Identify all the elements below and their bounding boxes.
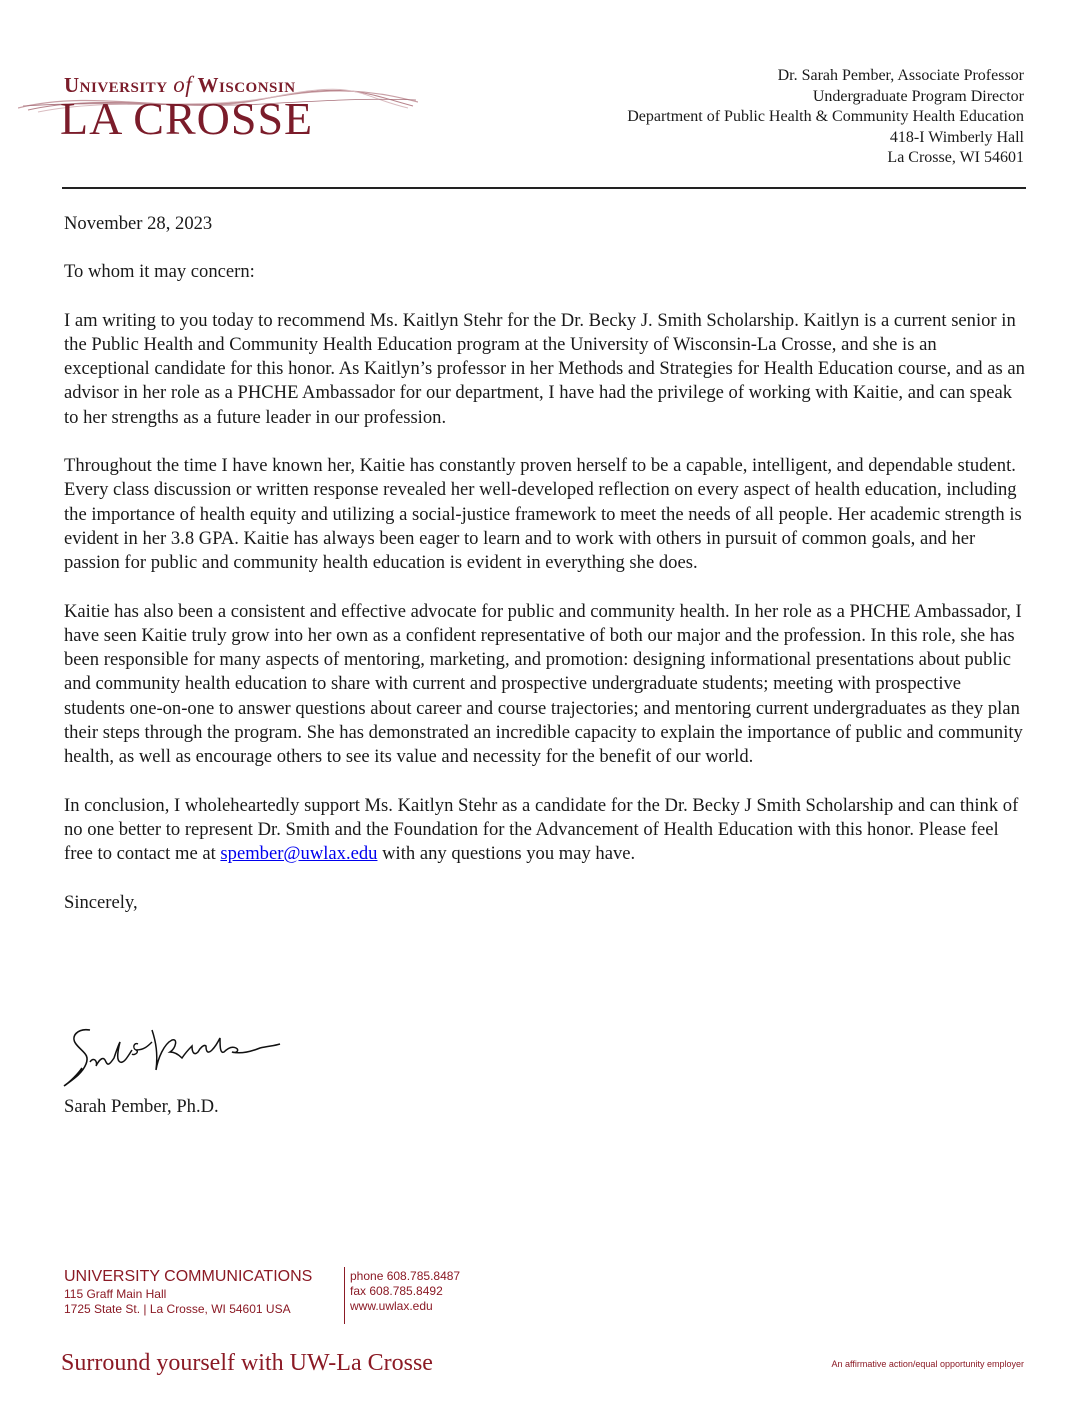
- letter-date: November 28, 2023: [64, 213, 213, 234]
- footer-phone: phone 608.785.8487: [350, 1269, 461, 1283]
- logo-word-wisconsin: Wisconsin: [197, 73, 296, 97]
- footer-divider: [344, 1267, 345, 1324]
- footer-fax: fax 608.785.8492: [350, 1284, 443, 1298]
- paragraph-4-text-end: with any questions you may have.: [377, 843, 636, 865]
- footer-address-block: [64, 1267, 342, 1317]
- letter-closing: Sincerely,: [64, 891, 138, 913]
- footer-address-line-1: 115 Graff Main Hall: [64, 1287, 167, 1301]
- letter-salutation: To whom it may concern:: [64, 261, 255, 283]
- sender-role: Undergraduate Program Director: [812, 87, 1024, 105]
- letter-paragraph-2: Throughout the time I have known her, Kaitie has constantly proven herself to be a capable, intelligent, and dependable student. Every class discussion or written response revealed her well-developed reflection on every aspect of health education, including the importance of health equity and utilizing a social-justice framework to meet the needs of all people. Her academic strength is evident in her 3.8 GPA. Kaitie has always been eager to learn and to work with others in pursuit of common goals, and her passion for public and community health education is evident in everything she does.: [64, 455, 1022, 574]
- sender-name-title: Dr. Sarah Pember, Associate Professor: [777, 67, 1024, 84]
- footer-eoe-statement: An affirmative action/equal opportunity employer: [831, 1359, 1024, 1369]
- footer-website: www.uwlax.edu: [350, 1299, 433, 1313]
- logo-word-university: University: [64, 73, 168, 97]
- handwritten-signature: [60, 1022, 290, 1094]
- paragraph-4-text-start: In conclusion, I wholeheartedly support Ms. Kaitlyn Stehr as a candidate for the Dr. Becky J Smith Scholarship and can think of no one better to represent Dr. Smith and the Foundation for the Advancement of Health Education with this honor. Please feel free to contact me at: [64, 794, 1019, 865]
- letter-paragraph-1: I am writing to you today to recommend Ms. Kaitlyn Stehr for the Dr. Becky J. Smith Scholarship. Kaitlyn is a current senior in the Public Health and Community Health Education program at the University of Wisconsin-La Crosse, and she is an exceptional candidate for this honor. As Kaitlyn’s professor in her Methods and Strategies for Health Education course, and as an advisor in her role as a PHCHE Ambassador for our department, I have had the privilege of working with Kaitie, and can speak to her strengths as a future leader in our profession.: [64, 309, 1025, 428]
- sender-city: La Crosse, WI 54601: [887, 149, 1024, 166]
- letter-paragraph-4: [64, 794, 1026, 867]
- sender-department: Department of Public Health & Community Health Education: [627, 108, 1024, 125]
- letter-body: [64, 212, 1026, 915]
- footer-org-name: UNIVERSITY COMMUNICATIONS: [64, 1268, 313, 1285]
- header-divider: [62, 187, 1026, 189]
- email-link[interactable]: spember@uwlax.edu: [220, 843, 378, 865]
- footer-address-line-2: 1725 State St. | La Crosse, WI 54601 USA: [64, 1302, 291, 1316]
- university-logo: [18, 68, 418, 148]
- footer-contact-block: [350, 1269, 460, 1314]
- sender-address-block: [627, 66, 1024, 169]
- signatory-name: Sarah Pember, Ph.D.: [64, 1096, 219, 1117]
- logo-la-crosse: LA CROSSE: [60, 93, 314, 144]
- sender-office: 418-I Wimberly Hall: [889, 128, 1024, 146]
- footer-tagline: Surround yourself with UW-La Crosse: [61, 1350, 433, 1376]
- letter-paragraph-3: Kaitie has also been a consistent and effective advocate for public and community health. In her role as a PHCHE Ambassador, I have seen Kaitie truly grow into her own as a confident representative of both our major and the profession. In this role, she has been responsible for many aspects of mentoring, marketing, and promotion: designing informational presentations about public and community health education to share with current and prospective undergraduate students; meeting with prospective students one-on-one to answer questions about career and course trajectories; and mentoring current undergraduates as they plan their steps through the program. She has demonstrated an incredible capacity to explain the importance of public and community health, as well as encourage others to see its value and necessity for the benefit of our world.: [64, 600, 1023, 768]
- logo-word-of: of: [173, 72, 193, 97]
